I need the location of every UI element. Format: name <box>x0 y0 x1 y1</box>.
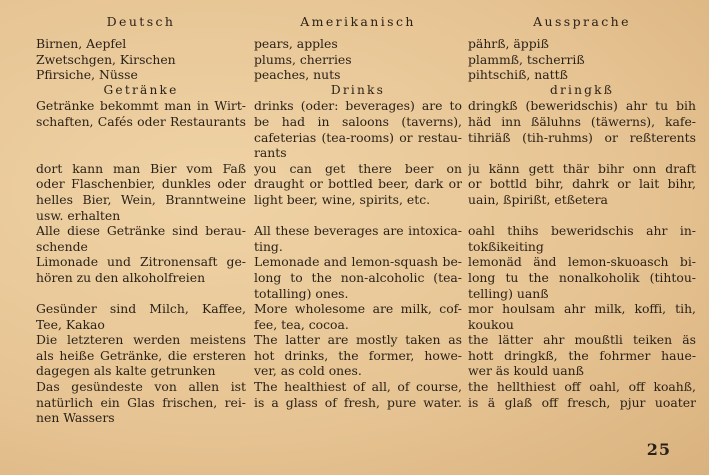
text-line: ting. <box>254 238 283 254</box>
section-heading: Getränke <box>103 82 179 97</box>
text-line: wer äs kould uanß <box>468 363 584 379</box>
text-line: pihtschiß, nattß <box>468 67 568 83</box>
text-line: fee, tea, cocoa. <box>254 316 349 332</box>
text-line <box>468 145 696 161</box>
text-line: Gesünder sind Milch, Kaffee, <box>36 301 246 317</box>
text-line: Birnen, Aepfel <box>36 36 127 51</box>
text-line: häd inn ßäluhns (täwerns), kafe- <box>468 113 696 129</box>
text-line: Alle diese Getränke sind berau- <box>36 223 246 239</box>
text-line: rants <box>254 145 287 161</box>
text-line: totalling) ones. <box>254 285 349 301</box>
text-line: light beer, wine, spirits, etc. <box>254 191 431 207</box>
text-line <box>468 208 696 224</box>
section-heading: Drinks <box>330 82 386 97</box>
text-line: More wholesome are milk, cof- <box>254 301 462 317</box>
text-line: Lemonade and lemon-squash be- <box>254 254 462 270</box>
text-line: tihriäß (tih-ruhms) or reßterents <box>468 129 696 145</box>
header-deutsch: Deutsch <box>106 14 176 29</box>
text-line: long to the non-alcoholic (tea- <box>254 269 462 285</box>
text-line: dringkß (beweridschis) ahr tu bih <box>468 98 696 114</box>
text-line: long tu the nonalkoholik (tihtou- <box>468 269 696 285</box>
lines-deutsch <box>36 36 246 426</box>
text-line: peaches, nuts <box>254 67 341 83</box>
text-line: dagegen als kalte getrunken <box>36 363 216 379</box>
text-line: lemonäd änd lemon-skuoasch bi- <box>468 254 696 270</box>
text-line: Pfirsiche, Nüsse <box>36 67 138 83</box>
text-line <box>36 145 246 161</box>
text-line: the hellthiest off oahl, off koahß, <box>468 379 696 395</box>
text-line: Zwetschgen, Kirschen <box>36 51 176 67</box>
text-line: pears, apples <box>254 36 338 51</box>
text-line: nen Wassers <box>36 410 115 426</box>
text-line: Die letzteren werden meistens <box>36 332 246 348</box>
header-aussprache: Aussprache <box>533 14 631 29</box>
text-line: The latter are mostly taken as <box>254 332 462 348</box>
text-line: schaften, Cafés oder Restaurants <box>36 113 246 129</box>
text-line: is ä glaß off fresch, pjur uoater <box>468 394 696 410</box>
text-line: hot drinks, the former, howe- <box>254 347 462 363</box>
text-line: Tee, Kakao <box>36 316 105 332</box>
text-line <box>254 208 462 224</box>
text-line: als heiße Getränke, die ersteren <box>36 347 246 363</box>
text-line: tokßikeiting <box>468 238 544 254</box>
text-line: cafeterias (tea-rooms) or restau- <box>254 129 462 145</box>
text-line: oder Flaschenbier, dunkles oder <box>36 176 246 192</box>
text-line: ju känn gett thär bihr onn draft <box>468 160 696 176</box>
text-line: pährß, äppiß <box>468 36 549 51</box>
text-line: is a glass of fresh, pure water. <box>254 394 462 410</box>
text-line: hott dringkß, the fohrmer haue- <box>468 347 696 363</box>
header-amerikanisch: Amerikanisch <box>300 14 416 29</box>
lines-amerikanisch <box>254 36 462 410</box>
text-line: Limonade und Zitronensaft ge- <box>36 254 246 270</box>
text-line <box>36 130 246 146</box>
lines-aussprache <box>468 36 696 410</box>
text-line: ver, as cold ones. <box>254 363 362 379</box>
text-line: you can get there beer on <box>254 160 462 176</box>
text-line: The healthiest of all, of course, <box>254 379 462 395</box>
text-line: schende <box>36 238 88 254</box>
text-line: koukou <box>468 316 514 332</box>
text-line: draught or bottled beer, dark or <box>254 176 462 192</box>
text-line: be had in saloons (taverns), <box>254 113 462 129</box>
text-line: usw. erhalten <box>36 207 121 223</box>
text-line: Getränke bekommt man in Wirt- <box>36 98 246 114</box>
text-line: oahl thihs beweridschis ahr in- <box>468 223 696 239</box>
column-amerikanisch <box>254 12 462 410</box>
column-aussprache <box>468 12 696 410</box>
text-line: helles Bier, Wein, Branntweine <box>36 191 246 207</box>
text-line: Das gesündeste von allen ist <box>36 379 246 395</box>
text-line: drinks (oder: beverages) are to <box>254 98 462 114</box>
section-heading: dringkß <box>549 82 615 97</box>
text-line: All these beverages are intoxica- <box>254 223 462 239</box>
text-line: plammß, tscherriß <box>468 51 585 67</box>
column-deutsch <box>36 12 246 426</box>
text-line: natürlich ein Glas frischen, rei- <box>36 394 246 410</box>
text-line <box>36 286 246 302</box>
text-line: or bottld bihr, dahrk or lait bihr, <box>468 176 696 192</box>
text-line: plums, cherries <box>254 51 352 67</box>
text-line: uain, ßpirißt, etßetera <box>468 191 608 207</box>
text-line: mor houlsam ahr milk, koffi, tih, <box>468 301 696 317</box>
page-number: 25 <box>646 440 671 459</box>
text-line: telling) uanß <box>468 285 549 301</box>
text-line: dort kann man Bier vom Faß <box>36 160 246 176</box>
text-line: the lätter ahr moußtli teiken äs <box>468 332 696 348</box>
text-line: hören zu den alkoholfreien <box>36 269 206 285</box>
